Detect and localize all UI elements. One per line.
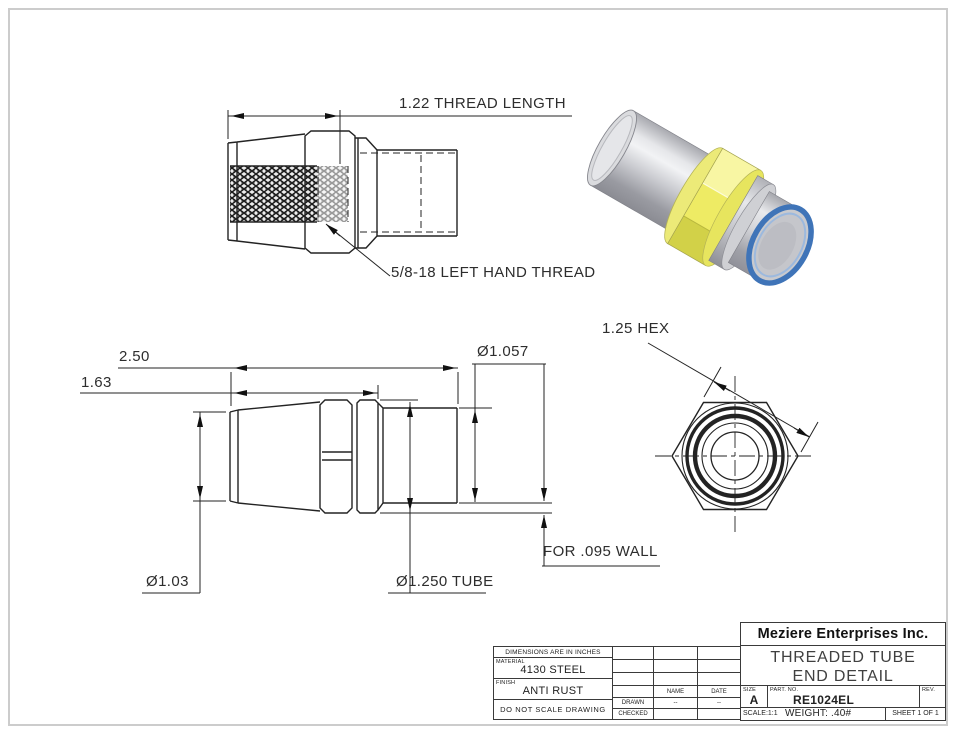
scale-row xyxy=(741,708,945,720)
thread-side-view xyxy=(228,110,572,276)
overall-length-label: 2.50 xyxy=(119,348,150,365)
finish-value: ANTI RUST xyxy=(522,685,584,697)
checked-label: CHECKED xyxy=(613,709,654,719)
drawing-title-line2: END DETAIL xyxy=(792,668,894,685)
date-header: DATE xyxy=(698,686,740,698)
name-header: NAME xyxy=(654,686,698,698)
body-length-label: 1.63 xyxy=(81,374,112,391)
title-block-info xyxy=(493,646,613,720)
finish-row xyxy=(494,679,612,700)
drawing-title-line1: THREADED TUBE xyxy=(770,649,916,666)
size-label: SIZE xyxy=(743,687,757,693)
title-block-signoff-grid xyxy=(612,646,741,720)
part-number: RE1024EL xyxy=(793,693,855,707)
scale-text: SCALE:1:1 xyxy=(743,710,778,717)
part-label: PART. NO. xyxy=(770,687,799,693)
title-block xyxy=(493,622,946,721)
rev-label: REV. xyxy=(922,687,936,693)
thread-length-label: 1.22 THREAD LENGTH xyxy=(399,95,566,112)
drawn-label: DRAWN xyxy=(613,698,654,709)
hex-size-label: 1.25 HEX xyxy=(602,320,670,337)
units-note: DIMENSIONS ARE IN INCHES xyxy=(494,647,612,658)
drawing-title xyxy=(741,646,945,686)
part-cell xyxy=(768,686,920,707)
company-name: Meziere Enterprises Inc. xyxy=(741,623,945,646)
material-row xyxy=(494,658,612,679)
drawn-date: -- xyxy=(698,698,740,709)
sheet-text: SHEET 1 OF 1 xyxy=(885,708,945,720)
material-label: MATERIAL xyxy=(496,659,525,665)
wall-note-label: FOR .095 WALL xyxy=(543,543,658,560)
thread-end-dia-label: Ø1.03 xyxy=(146,573,189,590)
title-block-main xyxy=(740,622,946,721)
material-value: 4130 STEEL xyxy=(520,664,586,676)
hex-end-view xyxy=(648,343,818,536)
rev-cell xyxy=(920,686,945,707)
size-cell xyxy=(741,686,768,707)
size-value: A xyxy=(749,693,759,707)
finish-label: FINISH xyxy=(496,680,516,686)
no-scale-note: DO NOT SCALE DRAWING xyxy=(500,705,606,714)
tube-dia-label: Ø1.250 TUBE xyxy=(396,573,494,590)
tube-id-dia-label: Ø1.057 xyxy=(477,343,529,360)
weight-text: WEIGHT: .40# xyxy=(785,708,852,719)
part-row xyxy=(741,686,945,708)
thread-callout-label: 5/8-18 LEFT HAND THREAD xyxy=(391,264,596,281)
drawn-name: -- xyxy=(654,698,698,709)
iso-3d-view xyxy=(573,94,831,307)
